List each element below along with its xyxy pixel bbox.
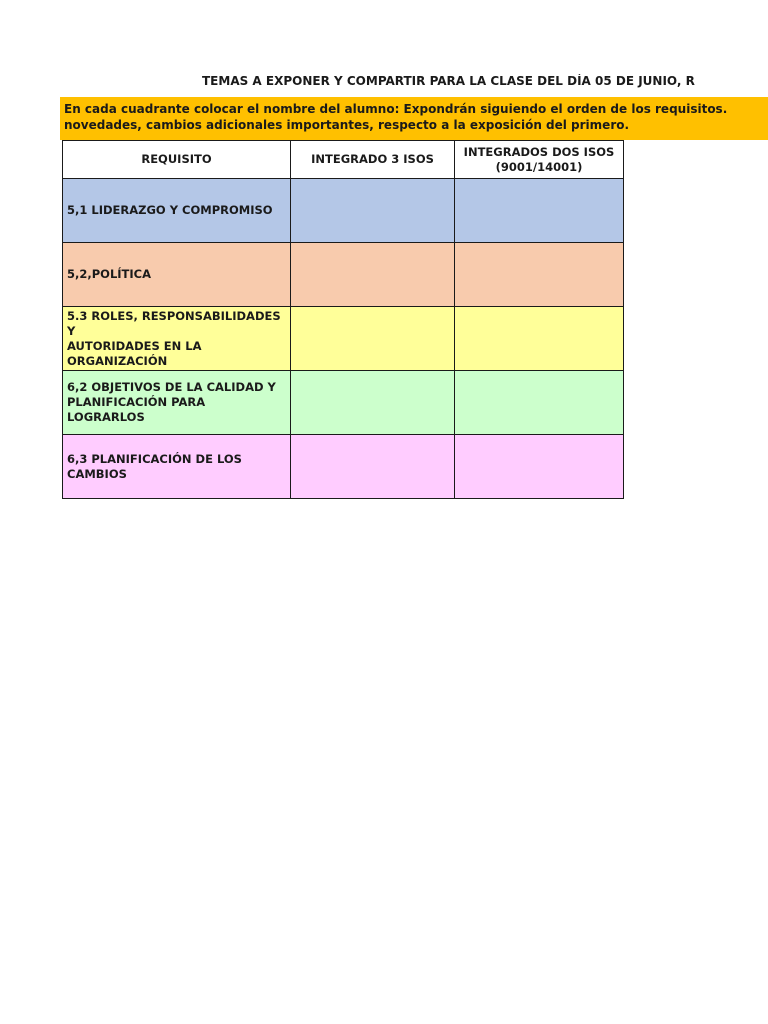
integrados-dos-isos-cell[interactable]	[455, 307, 624, 371]
header-integrados-dos-isos	[455, 141, 624, 179]
requisito-line: 6,2 OBJETIVOS DE LA CALIDAD Y	[67, 380, 276, 394]
header-requisito: REQUISITO	[63, 141, 291, 179]
table-row	[63, 371, 624, 435]
table-row	[63, 243, 624, 307]
instructions-line-2: novedades, cambios adicionales importantes, respecto a la exposición del primero.	[64, 118, 630, 132]
requisito-cell	[63, 435, 291, 499]
requisito-line: 6,3 PLANIFICACIÓN DE LOS CAMBIOS	[67, 451, 242, 481]
document-title: TEMAS A EXPONER Y COMPARTIR PARA LA CLASE DEL DÍA 05 DE JUNIO, R	[202, 74, 695, 88]
integrados-dos-isos-cell[interactable]	[455, 435, 624, 499]
integrados-dos-isos-cell[interactable]	[455, 371, 624, 435]
requisito-line: AUTORIDADES EN LA ORGANIZACIÓN	[67, 338, 202, 368]
requisito-cell	[63, 179, 291, 243]
header-integrado-3-isos: INTEGRADO 3 ISOS	[291, 141, 455, 179]
header-integrados-dos-isos-line-1: INTEGRADOS DOS ISOS	[463, 144, 615, 159]
requirements-table	[62, 140, 624, 499]
requisito-line: 5,1 LIDERAZGO Y COMPROMISO	[67, 203, 273, 217]
table-row	[63, 307, 624, 371]
requisito-line: 5,2,POLÍTICA	[67, 267, 152, 281]
integrados-dos-isos-cell[interactable]	[455, 179, 624, 243]
header-integrados-dos-isos-line-2: (9001/14001)	[495, 159, 583, 174]
table-header-row	[63, 141, 624, 179]
integrado-3-isos-cell[interactable]	[291, 179, 455, 243]
integrado-3-isos-cell[interactable]	[291, 371, 455, 435]
table-row	[63, 179, 624, 243]
integrado-3-isos-cell[interactable]	[291, 243, 455, 307]
requisito-cell	[63, 371, 291, 435]
requisito-cell	[63, 243, 291, 307]
requisito-line: PLANIFICACIÓN PARA LOGRARLOS	[67, 395, 206, 424]
instructions-banner	[60, 97, 768, 140]
integrado-3-isos-cell[interactable]	[291, 307, 455, 371]
requisito-line: 5.3 ROLES, RESPONSABILIDADES Y	[67, 308, 281, 338]
integrado-3-isos-cell[interactable]	[291, 435, 455, 499]
table-row	[63, 435, 624, 499]
requisito-cell	[63, 307, 291, 371]
instructions-line-1: En cada cuadrante colocar el nombre del alumno: Expondrán siguiendo el orden de los requisitos.	[64, 102, 728, 116]
integrados-dos-isos-cell[interactable]	[455, 243, 624, 307]
